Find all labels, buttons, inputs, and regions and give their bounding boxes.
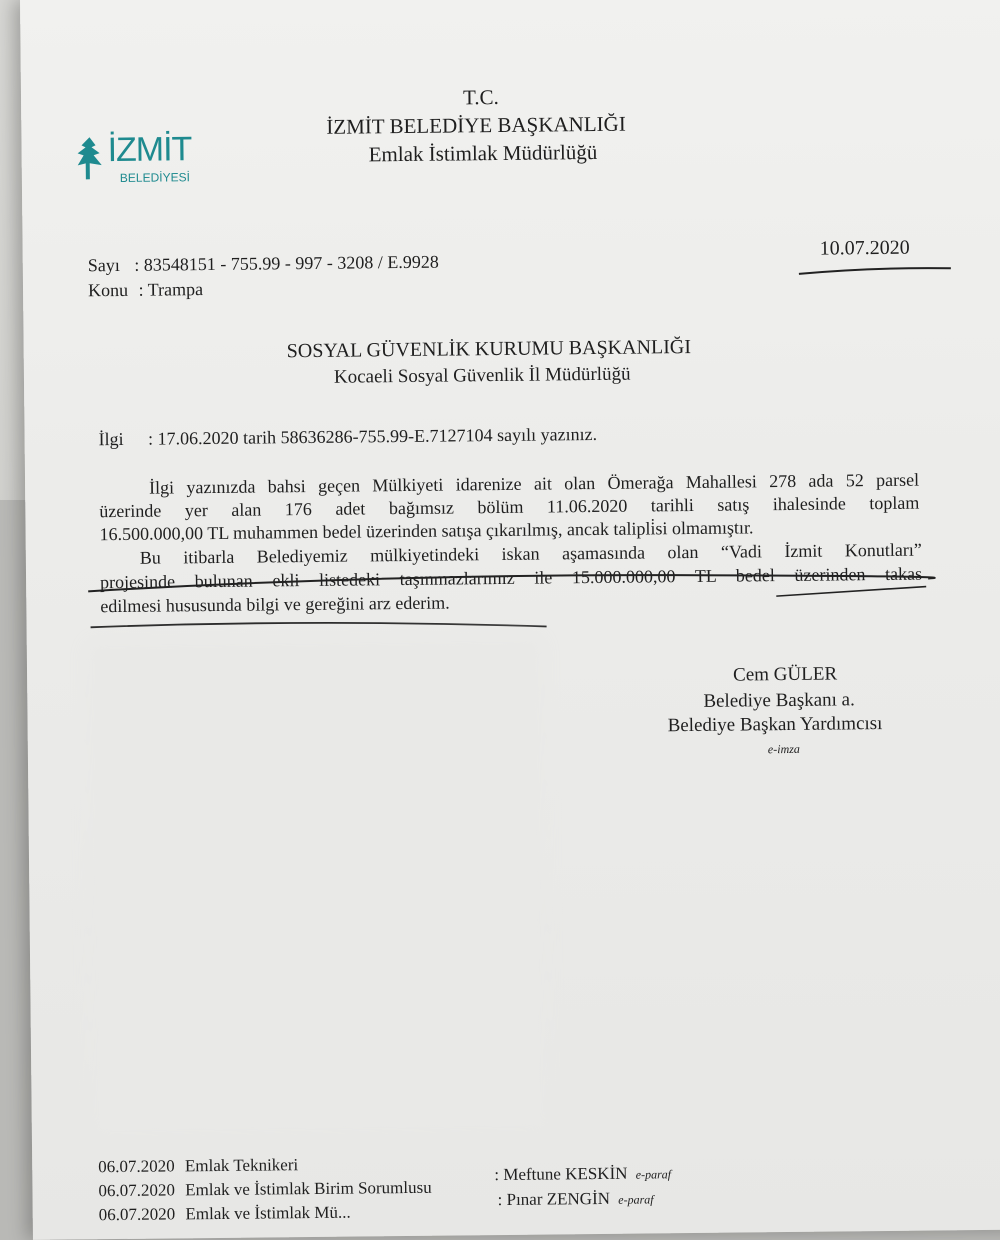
- body-p1-line3: 16.500.000,00 TL muhammen bedel üzerinden satışa çıkarılmış, ancak talipli̇si olmamıştır.: [99, 517, 754, 545]
- izmit-logo-mark-icon: [75, 135, 105, 181]
- konu-row: [88, 279, 203, 301]
- sayi-row: [88, 252, 439, 277]
- body-p2-line2: projesinde bulunan ekli listedeki taşınmazlarımız ile 15.000.000,00 TL bedel üzerinden takas: [99, 563, 923, 593]
- signer-title1: Belediye Başkanı a.: [703, 689, 855, 712]
- body-p1-line2: üzerinde yer alan 176 adet bağımsız bölüm 11.06.2020 tarihli satış ihalesinde toplam: [99, 492, 920, 522]
- ilgi-label: İlgi: [98, 428, 124, 450]
- date-underline-icon: [795, 262, 955, 278]
- header-tc: T.C.: [462, 84, 499, 110]
- body-p1-line1: İlgi yazınızda bahsi geçen Mülkiyeti idarenize ait olan Ömerağa Mahallesi 278 ada 52 parsel: [149, 469, 920, 498]
- signer-name: Cem GÜLER: [732, 663, 838, 686]
- footer-name-2: : Pınar ZENGİN e-paraf: [497, 1188, 654, 1210]
- footer-row-2: 06.07.2020 Emlak ve İstimlak Birim Sorumlusu: [98, 1177, 432, 1201]
- sayi-label: Sayı: [87, 254, 120, 276]
- ilgi-row: [98, 424, 597, 450]
- konu-label: Konu: [87, 279, 129, 301]
- document-page: [20, 0, 1000, 1240]
- e-imza-mark: e-imza: [767, 741, 800, 757]
- body-p2-line3: edilmesi hususunda bilgi ve gereğini arz ederim.: [100, 592, 450, 617]
- header-dept: Emlak İstimlak Müdürlüğü: [368, 139, 598, 167]
- document-date: 10.07.2020: [819, 236, 910, 260]
- footer-row-1: 06.07.2020 Emlak Teknikeri: [98, 1155, 299, 1177]
- logo-subtitle: BELEDİYESİ: [119, 170, 190, 185]
- header-org: İZMİT BELEDİYE BAŞKANLIĞI: [326, 111, 626, 139]
- sayi-value: : 83548151 - 755.99 - 997 - 3208 / E.9928: [134, 251, 439, 275]
- body-p2-line1: Bu itibarla Belediyemiz mülkiyetindeki iskan aşamasında olan “Vadi İzmit Konutları”: [139, 539, 922, 568]
- signer-title2: Belediye Başkan Yardımcısı: [667, 713, 883, 737]
- recipient-line2: Kocaeli Sosyal Güvenlik İl Müdürlüğü: [333, 363, 631, 388]
- logo-word: İZMİT: [107, 130, 192, 170]
- handwritten-underline-icon: [76, 550, 937, 639]
- recipient-line1: SOSYAL GÜVENLİK KURUMU BAŞKANLIĞI: [286, 335, 692, 363]
- izmit-logo: [75, 128, 216, 193]
- footer-row-3: 06.07.2020 Emlak ve İstimlak Mü...: [98, 1202, 351, 1225]
- konu-value: : Trampa: [138, 279, 204, 300]
- redacted-area: [95, 645, 540, 1130]
- footer-name-1: : Meftune KESKİN e-paraf: [494, 1163, 672, 1185]
- ilgi-value: : 17.06.2020 tarih 58636286-755.99-E.7127104 sayılı yazınız.: [147, 423, 598, 449]
